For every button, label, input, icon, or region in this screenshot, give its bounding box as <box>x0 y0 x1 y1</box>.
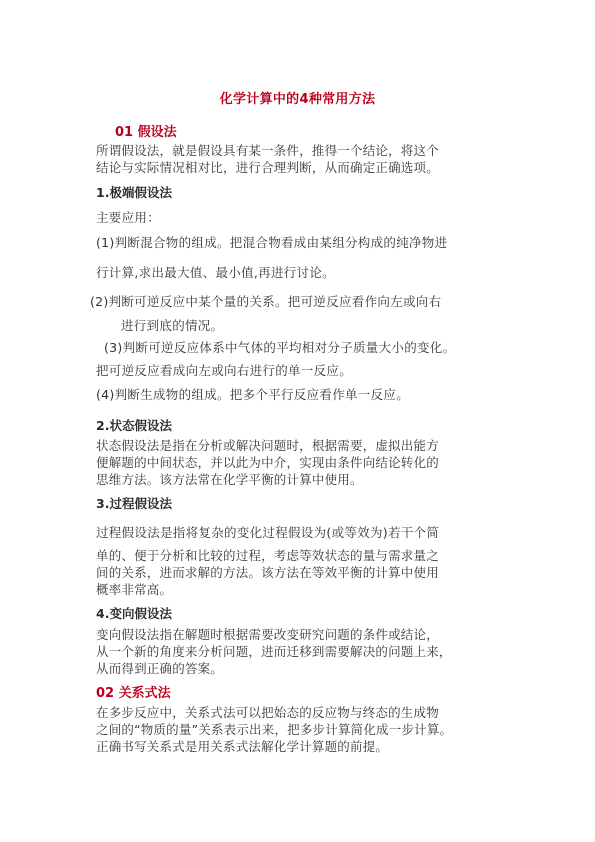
list-item-4: (4)判断生成物的组成。把多个平行反应看作单一反应。 <box>96 387 410 402</box>
paragraph-process-line1: 过程假设法是指将复杂的变化过程假设为(或等效为)若干个简 <box>96 525 440 540</box>
text-line: 思维方法。该方法常在化学平衡的计算中使用。 <box>96 472 363 487</box>
text-line: 单的、便于分析和比较的过程，考虑等效状态的量与需求量之 <box>96 548 439 563</box>
section-heading-relation: 02 关系式法 <box>96 686 171 701</box>
page-title: 化学计算中的4种常用方法 <box>219 92 376 107</box>
subheading-state: 2.状态假设法 <box>96 418 172 433</box>
paragraph-direction <box>96 626 452 677</box>
list-item-1-cont: 行计算,求出最大值、最小值,再进行讨论。 <box>96 265 335 280</box>
text-line: 间的关系，进而求解的方法。该方法在等效平衡的计算中使用 <box>96 565 439 580</box>
usage-label: 主要应用： <box>96 210 161 225</box>
text-line: 从而得到正确的答案。 <box>96 661 224 676</box>
paragraph-state <box>96 437 439 488</box>
subheading-direction: 4.变向假设法 <box>96 606 172 621</box>
text-line: 在多步反应中，关系式法可以把始态的反应物与终态的生成物 <box>96 705 439 720</box>
paragraph-relation <box>96 704 452 755</box>
list-item-1: (1)判断混合物的组成。把混合物看成由某组分构成的纯净物进 <box>96 235 448 250</box>
list-item-2-cont: 进行到底的情况。 <box>121 318 224 333</box>
text-line: 便解题的中间状态，并以此为中介，实现由条件向结论转化的 <box>96 455 439 470</box>
text-line: 概率非常高。 <box>96 582 173 597</box>
list-item-3-cont: 把可逆反应看成向左或向右进行的单一反应。 <box>96 363 353 378</box>
text-line: 之间的“物质的量”关系表示出来，把多步计算简化成一步计算。 <box>96 722 453 737</box>
text-line: 状态假设法是指在分析或解决问题时，根据需要，虚拟出能方 <box>96 438 439 453</box>
text-line: 结论与实际情况相对比，进行合理判断，从而确定正确选项。 <box>96 160 439 175</box>
text-line: 正确书写关系式是用关系式法解化学计算题的前提。 <box>96 739 389 754</box>
subheading-process: 3.过程假设法 <box>96 496 172 511</box>
list-item-3: (3)判断可逆反应体系中气体的平均相对分子质量大小的变化。 <box>104 340 456 355</box>
text-line: 变向假设法指在解题时根据需要改变研究问题的条件或结论， <box>96 627 439 642</box>
paragraph-intro <box>96 142 439 176</box>
text-line: 从一个新的角度来分析问题，进而迁移到需要解决的问题上来， <box>96 644 452 659</box>
paragraph-process <box>96 547 439 598</box>
section-heading-assumption: 01 假设法 <box>115 125 177 140</box>
subheading-extreme: 1.极端假设法 <box>96 185 172 200</box>
text-line: 所谓假设法，就是假设具有某一条件，推得一个结论，将这个 <box>96 143 439 158</box>
list-item-2: (2)判断可逆反应中某个量的关系。把可逆反应看作向左或向右 <box>90 294 442 309</box>
